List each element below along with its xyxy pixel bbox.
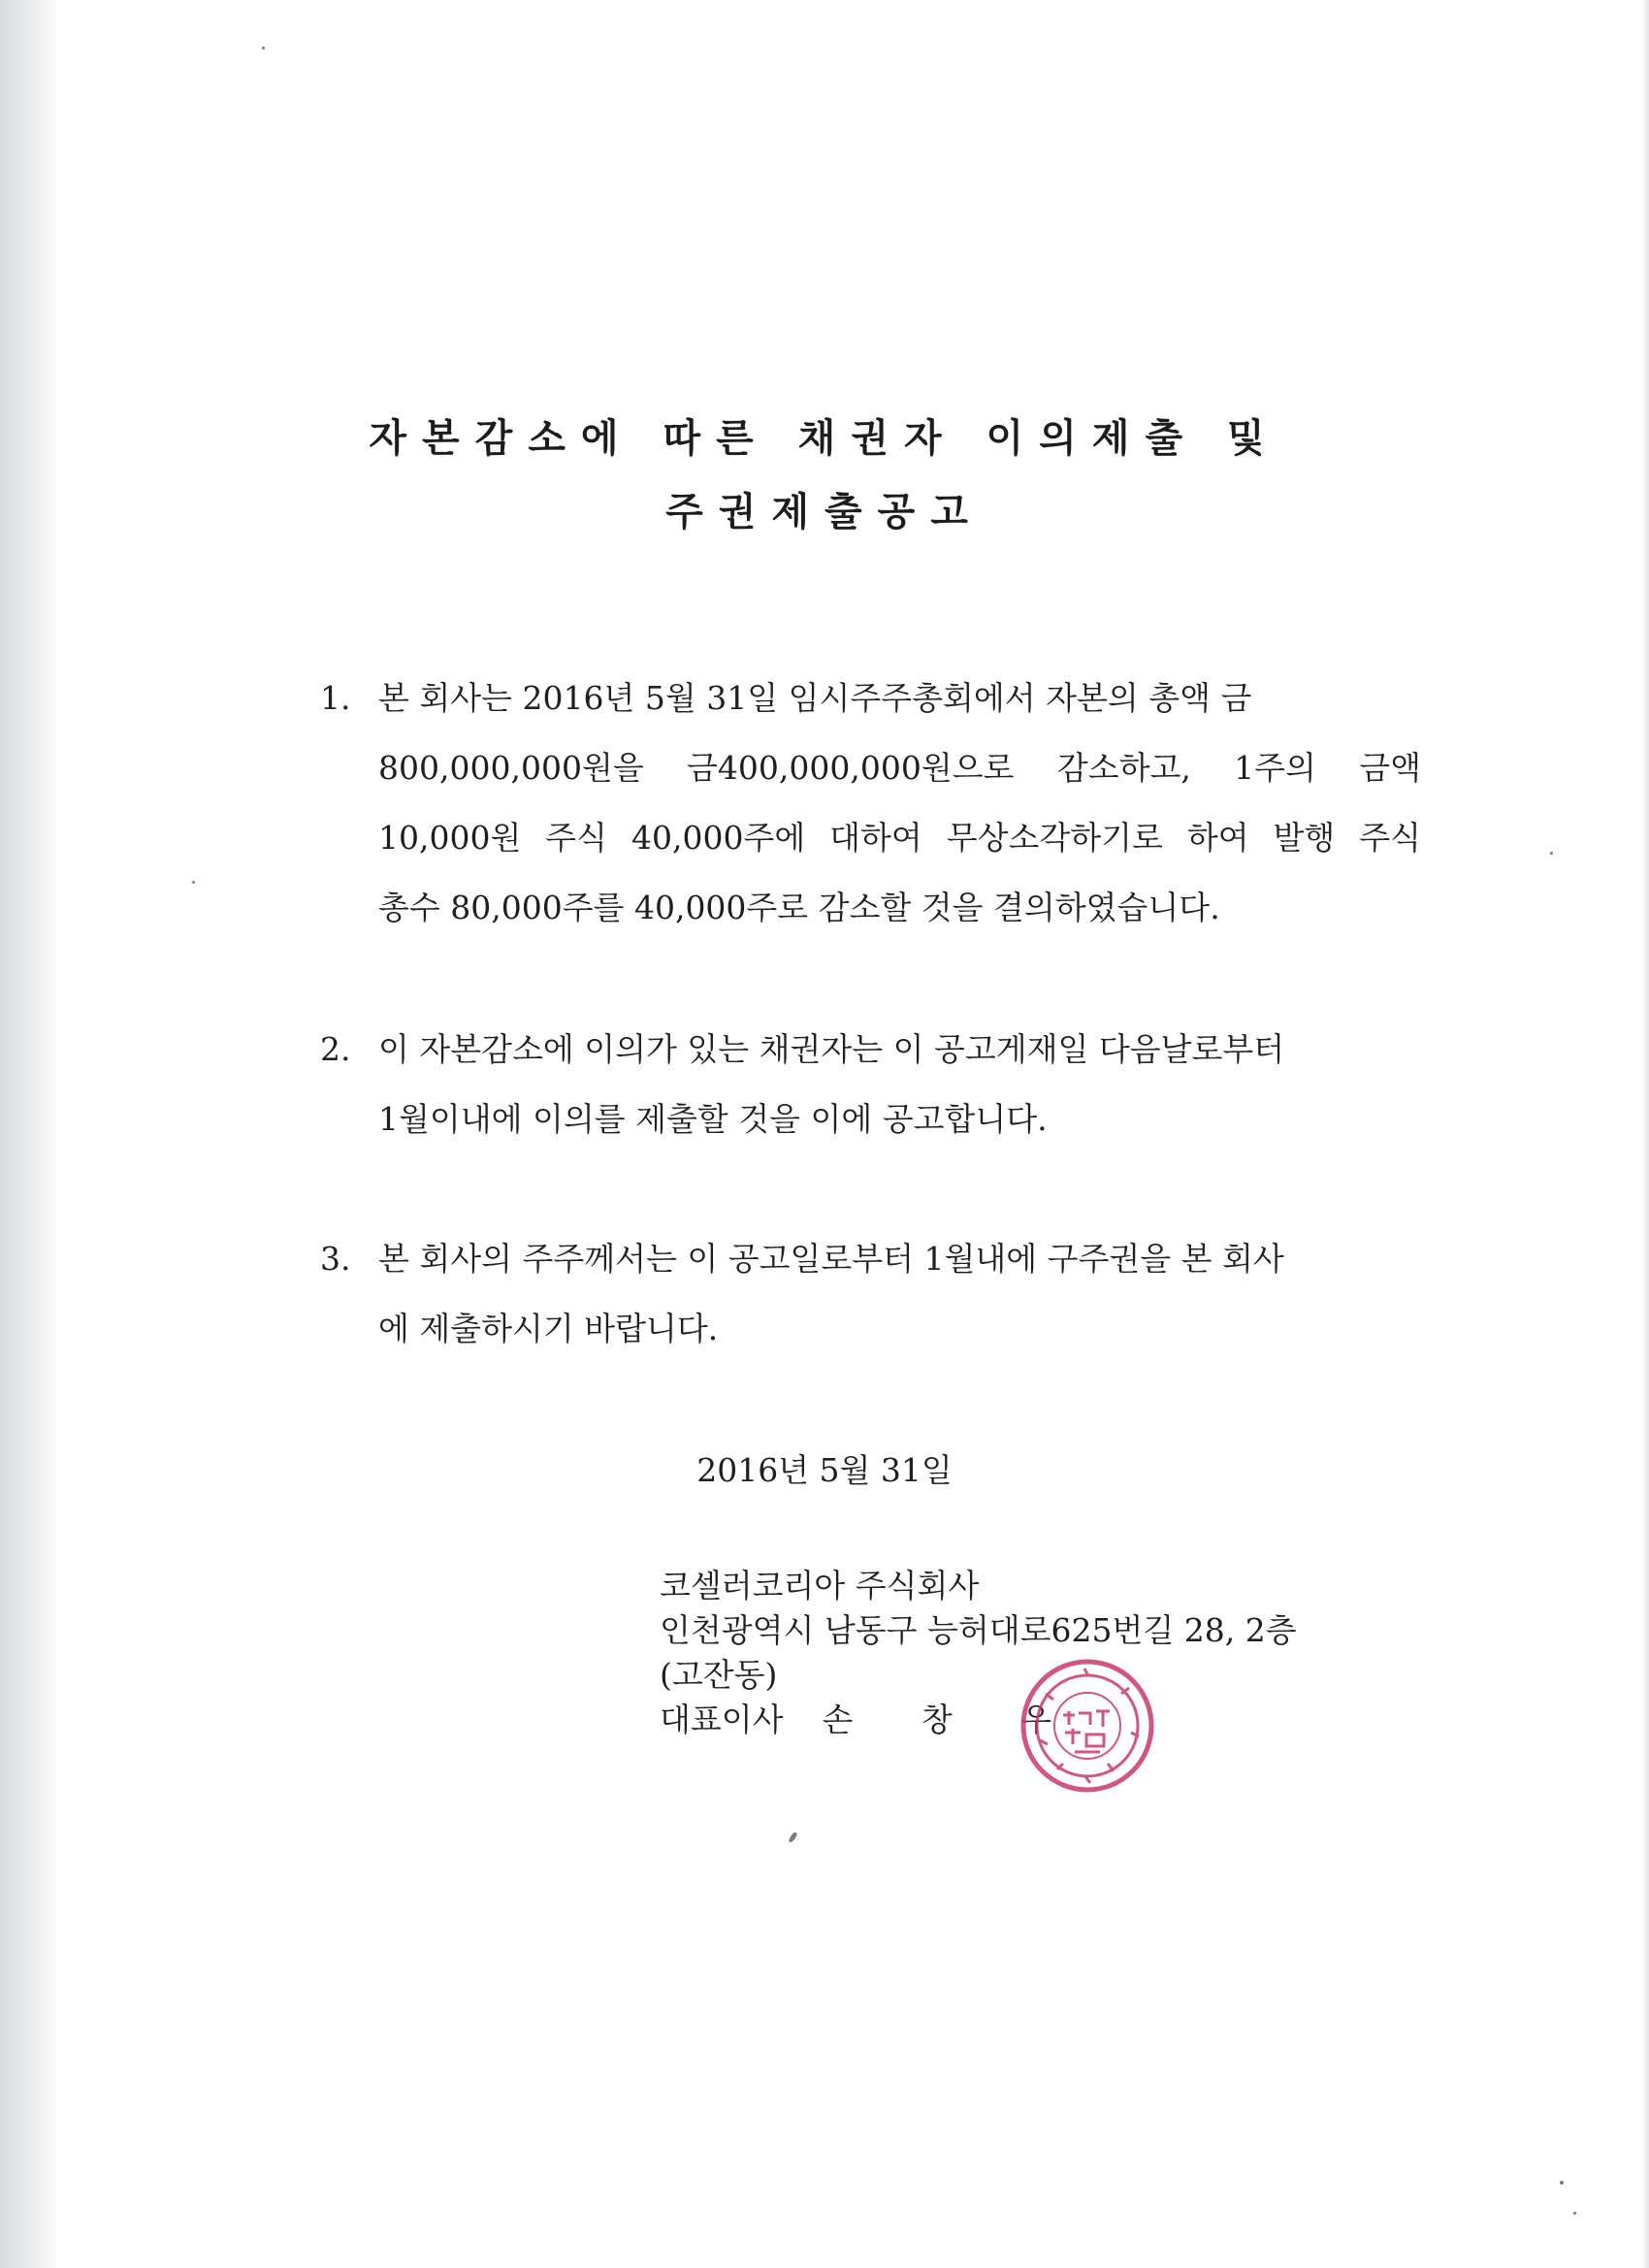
item-text: 이 자본감소에 이의가 있는 채권자는 이 공고게재일 다음날로부터 (378, 1030, 1285, 1068)
notice-title-line-2: 주권제출공고 (665, 490, 984, 535)
item-line: 총수 80,000주를 40,000주로 감소할 것을 결의하였습니다. (378, 889, 1220, 926)
item-line (320, 664, 1421, 733)
item-line: 1월이내에 이의를 제출할 것을 이에 공고합니다. (378, 1100, 1048, 1138)
notice-item-2 (320, 1015, 1421, 1154)
scan-speck (192, 881, 195, 884)
representative-title: 대표이사 (660, 1701, 784, 1738)
scan-speck (788, 1831, 798, 1844)
notice-date: 2016년 5월 31일 (696, 1451, 953, 1489)
scan-shadow-left (0, 0, 56, 2268)
company-address-detail: (고잔동) (660, 1656, 778, 1694)
company-name: 코셀러코리아 주식회사 (660, 1567, 980, 1604)
item-line: 800,000,000원을 금400,000,000원으로 감소하고, 1주의 금액 (378, 749, 1421, 787)
scan-speck (262, 47, 265, 49)
representative-name: 손 창 우 (822, 1701, 1082, 1738)
item-line: 10,000원 주식 40,000주에 대하여 무상소각하기로 하여 발행 주식 (378, 819, 1421, 857)
representative (660, 1698, 1297, 1742)
item-line (320, 1015, 1421, 1085)
item-number: 1. (320, 679, 351, 717)
item-number: 2. (320, 1030, 351, 1068)
item-text: 본 회사는 2016년 5월 31일 임시주주총회에서 자본의 총액 금 (378, 679, 1252, 717)
item-line (320, 1224, 1421, 1294)
signature-block (660, 1564, 1297, 1742)
notice-title-line-1: 자본감소에 따른 채권자 이의제출 및 (369, 416, 1280, 461)
item-number: 3. (320, 1240, 351, 1278)
scan-speck (1550, 852, 1553, 855)
notice-item-3 (320, 1224, 1421, 1364)
notice-item-1 (320, 664, 1421, 943)
company-address: 인천광역시 남동구 능허대로625번길 28, 2층 (660, 1611, 1297, 1649)
scan-speck (1573, 2212, 1576, 2215)
company-seal-stamp (1017, 1655, 1158, 1797)
scan-speck (1560, 2181, 1564, 2185)
item-text: 본 회사의 주주께서는 이 공고일로부터 1월내에 구주권을 본 회사 (378, 1240, 1284, 1278)
scan-shadow-right (1641, 0, 1649, 2268)
item-line: 에 제출하시기 바랍니다. (378, 1310, 719, 1347)
